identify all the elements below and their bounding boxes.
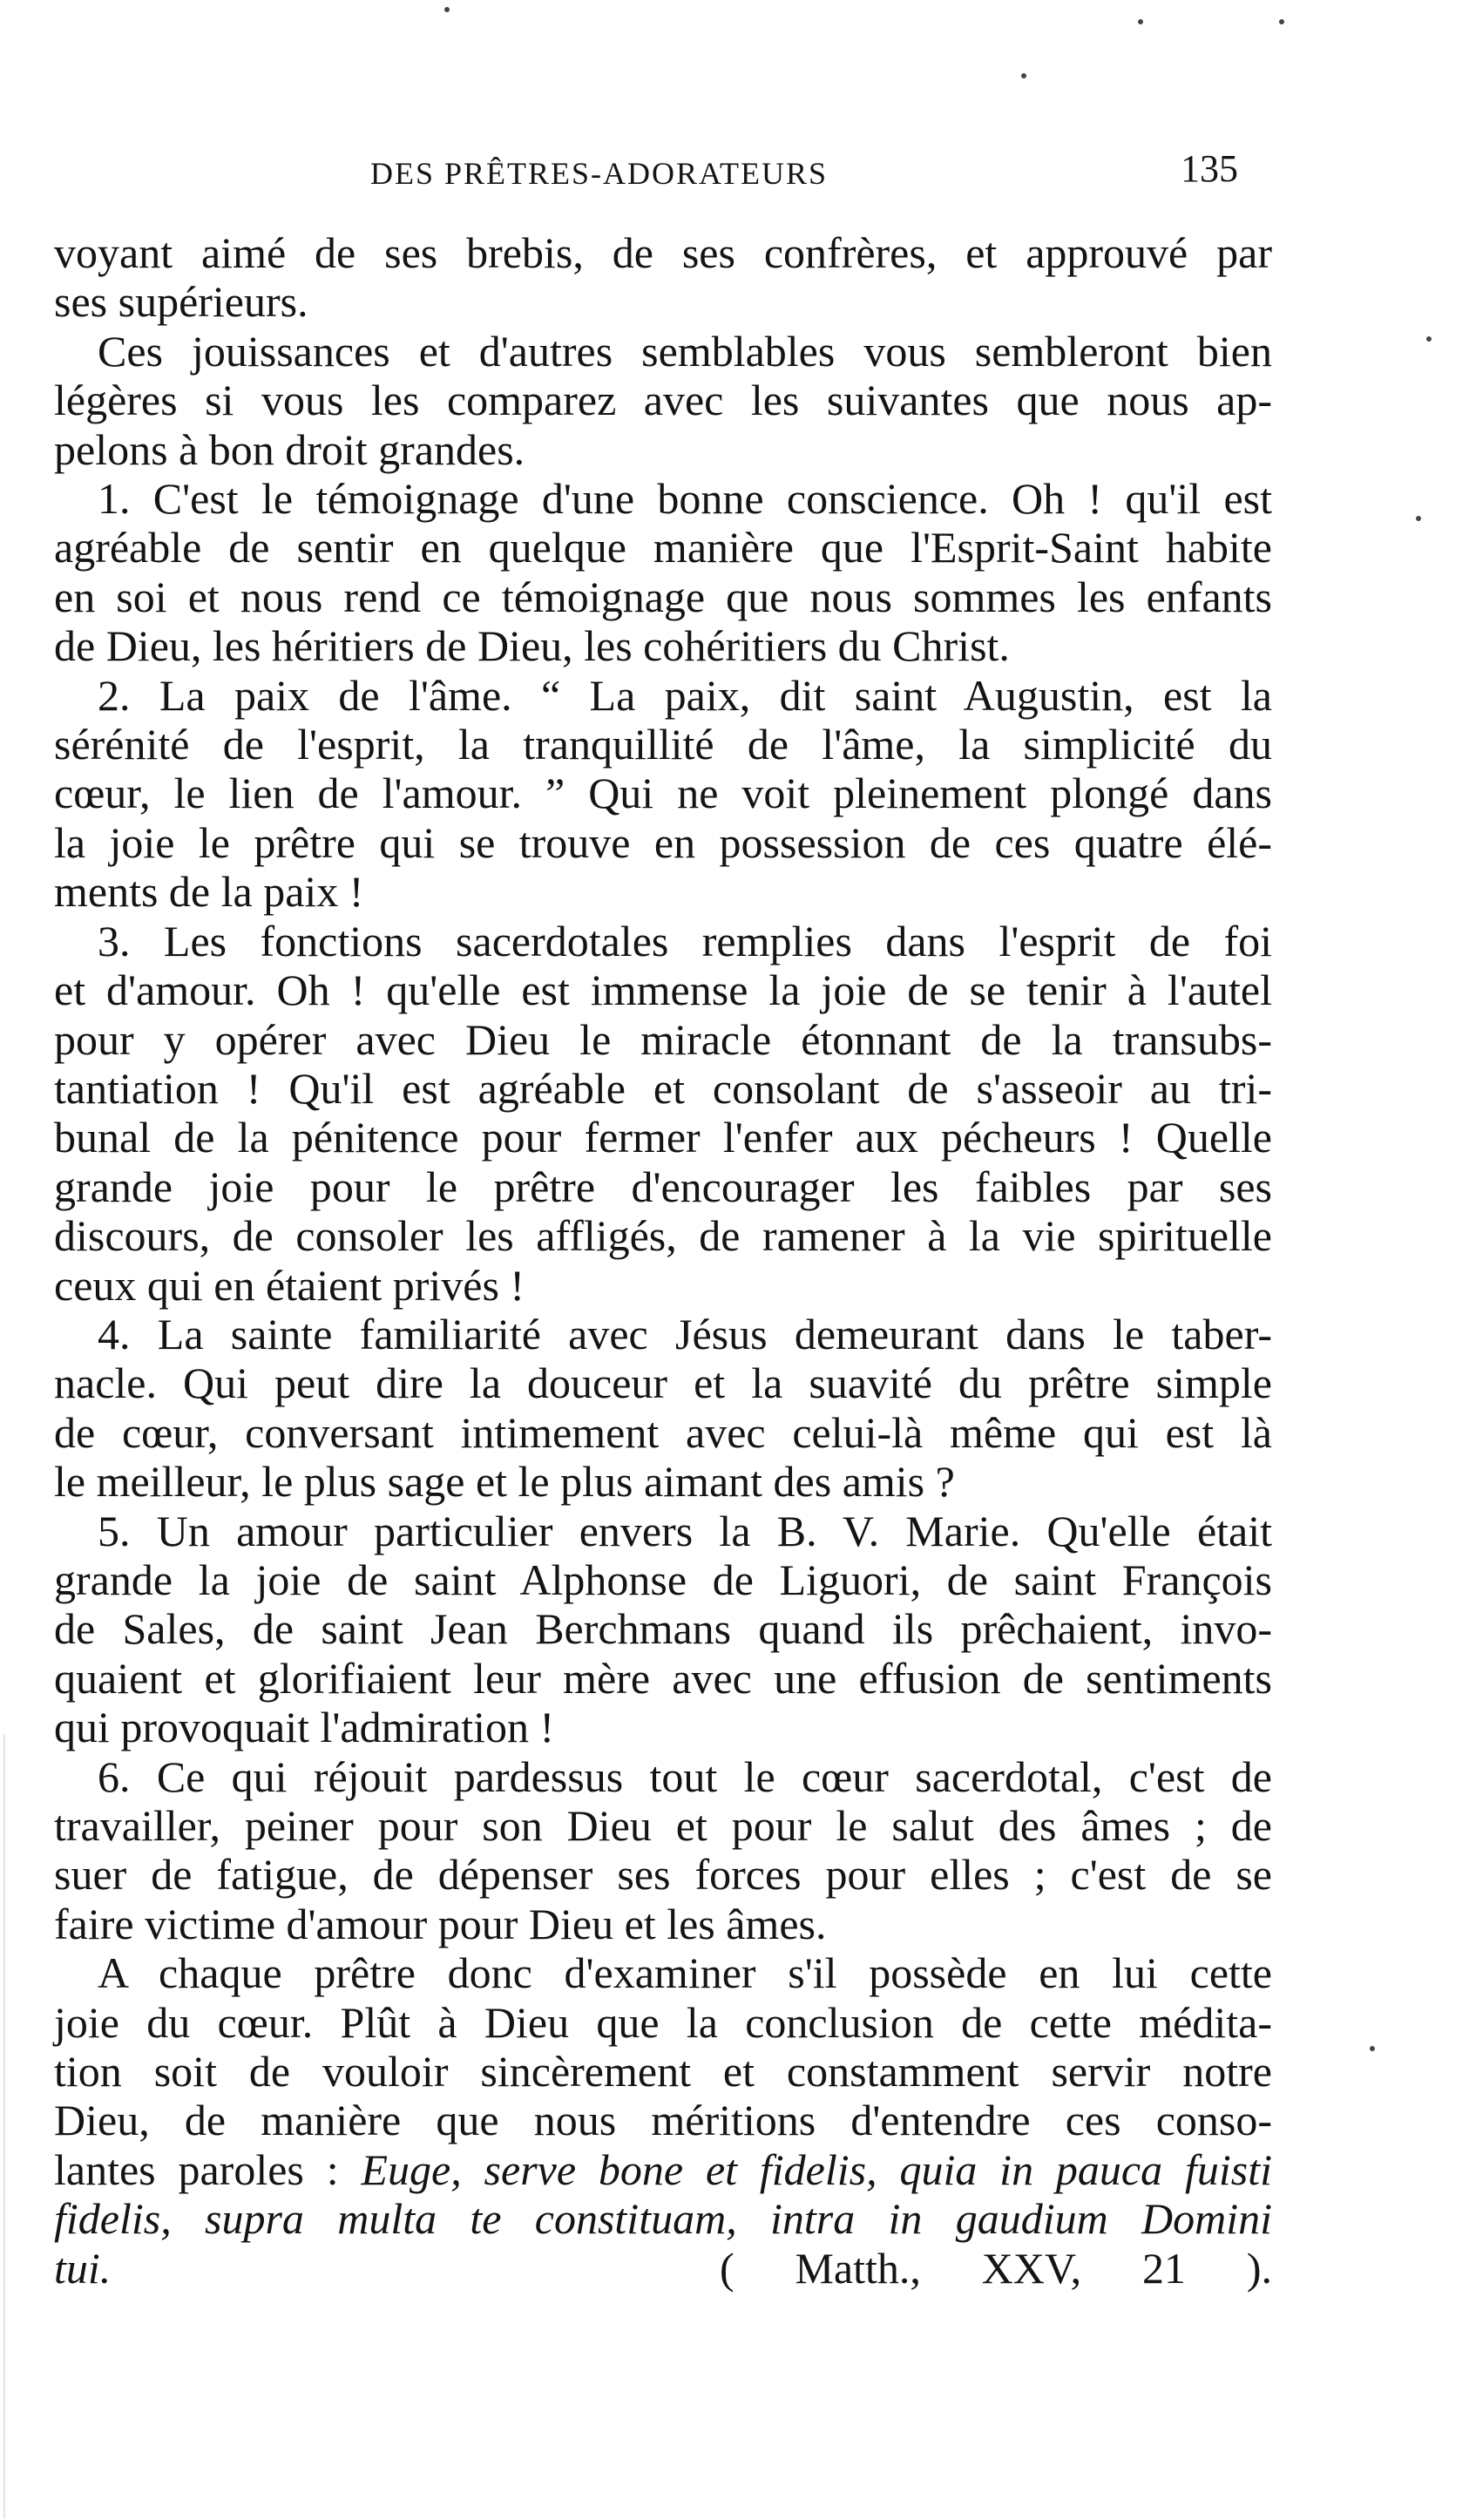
text-line: voyant aimé de ses brebis, de ses confrères, et approuvé par (54, 228, 1272, 277)
text-line: tantiation ! Qu'il est agréable et consolant de s'asseoir au tri- (54, 1063, 1272, 1113)
paragraph (54, 228, 1272, 327)
text-line: 5. Un amour particulier envers la B. V. Marie. Qu'elle était (98, 1506, 1272, 1555)
text-line: 1. C'est le témoignage d'une bonne conscience. Oh ! qu'il est (98, 474, 1272, 524)
text-line: agréable de sentir en quelque manière que l'Esprit-Saint habite (54, 523, 1272, 572)
text-line: pelons à bon droit grandes. (54, 424, 525, 474)
text-line: de cœur, conversant intimement avec celui-là même qui est là (54, 1407, 1272, 1457)
text-line: 2. La paix de l'âme. “ La paix, dit saint Augustin, est la (98, 670, 1272, 720)
text-line: sérénité de l'esprit, la tranquillité de l'âme, la simplicité du (54, 720, 1272, 769)
text-line: bunal de la pénitence pour fermer l'enfer aux pécheurs ! Quelle (54, 1113, 1272, 1162)
text-line: de Dieu, les héritiers de Dieu, les cohéritiers du Christ. (54, 621, 1010, 671)
roman-text: lantes paroles : (54, 2144, 362, 2194)
text-line: le meilleur, le plus sage et le plus aimant des amis ? (54, 1457, 955, 1507)
text-line: ments de la paix ! (54, 867, 364, 917)
text-line: tion soit de vouloir sincèrement et constamment servir notre (54, 2047, 1272, 2097)
latin-quotation-end: tui. (54, 2243, 112, 2293)
text-line: légères si vous les comparez avec les suivantes que nous ap- (54, 376, 1272, 425)
running-head: DES PRÊTRES-ADORATEURS (370, 156, 829, 191)
speck (1416, 516, 1421, 521)
text-line: suer de fatigue, de dépenser ses forces pour elles ; c'est de se (54, 1850, 1272, 1900)
paragraph (54, 1752, 1272, 1949)
text-line: ceux qui en étaient privés ! (54, 1260, 525, 1310)
page-number: 135 (1181, 147, 1238, 190)
text-line: grande joie pour le prêtre d'encourager les faibles par ses (54, 1162, 1272, 1211)
speck (444, 7, 450, 12)
text-line: de Sales, de saint Jean Berchmans quand ils prêchaient, invo- (54, 1604, 1272, 1654)
text-line: cœur, le lien de l'amour. ” Qui ne voit pleinement plongé dans (54, 769, 1272, 818)
scan-margin-shadow (3, 1734, 5, 2518)
text-line: 4. La sainte familiarité avec Jésus demeurant dans le taber- (98, 1309, 1272, 1358)
latin-quotation-line: fidelis, supra multa te constituam, intra in gaudium Domini (54, 2194, 1272, 2244)
final-line (54, 2244, 1272, 2293)
text-line: et d'amour. Oh ! qu'elle est immense la joie de se tenir à l'autel (54, 965, 1272, 1015)
text-line: 6. Ce qui réjouit pardessus tout le cœur sacerdotal, c'est de (98, 1751, 1272, 1801)
speck (1279, 19, 1284, 24)
text-line: faire victime d'amour pour Dieu et les âmes. (54, 1899, 827, 1948)
paragraph (54, 1310, 1272, 1507)
text-line: qui provoquait l'admiration ! (54, 1703, 555, 1752)
text-line: joie du cœur. Plût à Dieu que la conclusion de cette médita- (54, 1997, 1272, 2047)
paragraph (54, 917, 1272, 1310)
text-line: nacle. Qui peut dire la douceur et la suavité du prêtre simple (54, 1358, 1272, 1408)
text-line: quaient et glorifiaient leur mère avec une effusion de sentiments (54, 1653, 1272, 1703)
paragraph (54, 1948, 1272, 2293)
speck (1370, 2046, 1375, 2051)
speck (1021, 73, 1026, 78)
mixed-text-line (54, 2145, 1272, 2194)
latin-quotation: Euge, serve bone et fidelis, quia in pauca fuisti (361, 2144, 1272, 2194)
text-line: Ces jouissances et d'autres semblables vous sembleront bien (98, 326, 1272, 376)
text-line: 3. Les fonctions sacerdotales remplies dans l'esprit de foi (98, 916, 1272, 965)
speck (1426, 336, 1432, 342)
text-line: discours, de consoler les affligés, de ramener à la vie spirituelle (54, 1211, 1272, 1261)
text-line: pour y opérer avec Dieu le miracle étonnant de la transubs- (54, 1014, 1272, 1064)
scripture-citation: ( Matth., XXV, 21 ). (719, 2243, 1273, 2293)
paragraph (54, 1507, 1272, 1752)
text-line: la joie le prêtre qui se trouve en possession de ces quatre élé- (54, 817, 1272, 867)
text-line: A chaque prêtre donc d'examiner s'il possède en lui cette (98, 1948, 1272, 1998)
body-text (54, 228, 1272, 2293)
paragraph (54, 671, 1272, 917)
text-line: en soi et nous rend ce témoignage que nous sommes les enfants (54, 572, 1272, 621)
paragraph (54, 474, 1272, 671)
speck (1138, 19, 1143, 24)
paragraph (54, 327, 1272, 474)
text-line: ses supérieurs. (54, 277, 308, 327)
text-line: Dieu, de manière que nous méritions d'entendre ces conso- (54, 2096, 1272, 2145)
text-line: grande la joie de saint Alphonse de Liguori, de saint François (54, 1555, 1272, 1604)
text-line: travailler, peiner pour son Dieu et pour le salut des âmes ; de (54, 1801, 1272, 1850)
